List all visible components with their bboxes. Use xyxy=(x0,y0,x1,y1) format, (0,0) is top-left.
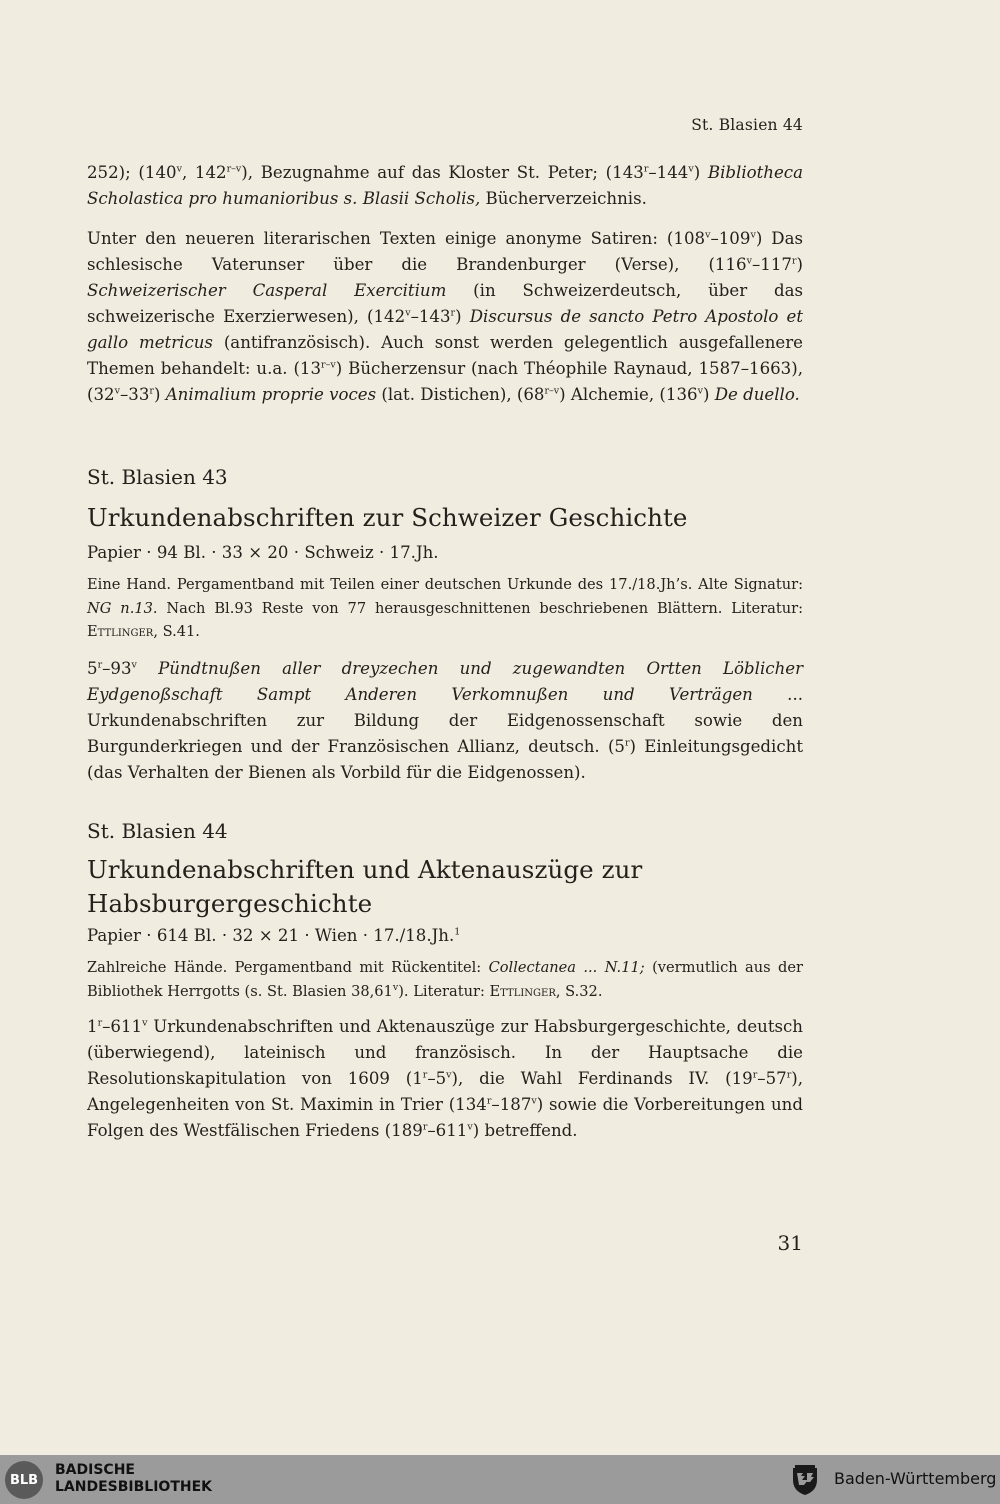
italic-text: Discursus de sancto Petro Apostolo et gallo metricus xyxy=(87,307,803,352)
folio-superscript: v xyxy=(446,1069,452,1081)
folio-superscript: r xyxy=(422,1069,428,1081)
small-caps-name: Ettlinger xyxy=(489,982,556,1000)
italic-text: Animalium proprie voces xyxy=(165,385,377,404)
folio-superscript: v xyxy=(176,163,182,175)
coat-of-arms-icon xyxy=(790,1464,820,1496)
intro-paragraph-1: 252); (140$^v$, 142$^{r-v}$), Bezugnahme auf das Kloster St. Peter; (143$^r$–144$^v$) Bibliotheca Scholastica pro humanioribus s. Blasii Scholis, Bücherverzeichnis. xyxy=(87,163,803,208)
folio-superscript: r xyxy=(643,163,649,175)
italic-text: Pündtnußen aller dreyzechen und zugewandten Ortten Löblicher Eydgenoßschaft Sampt Anderen Verkomnußen und Verträgen xyxy=(87,658,804,704)
folio-superscript: r xyxy=(97,1017,103,1029)
intro-paragraph-2: Unter den neueren literarischen Texten einige anonyme Satiren: (108$^v$–109$^v$) Das schlesische Vaterunser über die Brandenburger (Verse), (116$^v$–117$^r$) Schweizerischer Casperal Exercitium (in Schweizerdeutsch, über das schweizerische Exerzierwesen), (142$^v$–143$^r$) Discursus de sancto Petro Apostolo et gallo metricus (antifranzösisch). Auch sonst werden gelegentlich ausgefallenere Themen behandelt: u.a. (13$^{r-v}$) Bücherzensur (nach Théophile Raynaud, 1587–1663), (32$^v$–33$^r$) Animalium proprie voces (lat. Distichen), (68$^{r-v}$) Alchemie, (136$^v$) De duello. xyxy=(87,229,804,404)
folio-superscript: r–v xyxy=(321,359,336,371)
footer-bar xyxy=(0,1455,1000,1504)
folio-superscript: v xyxy=(746,255,752,267)
italic-text: Bibliotheca Scholastica pro humanioribus s. Blasii Scholis, xyxy=(87,163,803,208)
blb-name-line-2: LANDESBIBLIOTHEK xyxy=(55,1479,213,1495)
entry-title: Urkundenabschriften zur Schweizer Geschichte xyxy=(87,503,688,532)
folio-superscript: r xyxy=(149,385,154,397)
folio-superscript: r–v xyxy=(544,385,560,397)
folio-superscript: v xyxy=(114,385,120,397)
folio-superscript: v xyxy=(131,658,137,670)
folio-superscript: v xyxy=(142,1017,148,1029)
folio-superscript: v xyxy=(467,1121,473,1133)
italic-text: Schweizerischer Casperal Exercitium xyxy=(87,281,447,300)
italic-text: Collectanea ... N.11; xyxy=(488,959,645,976)
folio-superscript: r xyxy=(752,1069,758,1081)
folio-superscript: v xyxy=(750,229,756,241)
folio-superscript: r xyxy=(791,255,797,267)
entry-label: St. Blasien 43 xyxy=(87,465,228,489)
footnote-marker: 1 xyxy=(454,926,461,938)
folio-superscript: r–v xyxy=(226,163,242,175)
folio-superscript: r xyxy=(422,1121,428,1133)
folio-superscript: v xyxy=(705,229,711,241)
entry-description: Zahlreiche Hände. Pergamentband mit Rückentitel: Collectanea ... N.11; (vermutlich aus der Bibliothek Herrgotts (s. St. Blasien 38,61$^v$). Literatur: Ettlinger, S.32. xyxy=(87,959,803,1000)
baden-wuerttemberg-label[interactable]: Baden-Württemberg xyxy=(834,1469,997,1488)
folio-superscript: r xyxy=(97,658,103,670)
blb-name[interactable] xyxy=(55,1462,212,1496)
folio-superscript: v xyxy=(392,981,399,993)
entry-st-blasien-44 xyxy=(87,818,803,1144)
folio-superscript: v xyxy=(531,1095,537,1107)
italic-text: De duello. xyxy=(714,385,800,404)
blb-name-line-1: BADISCHE xyxy=(55,1462,135,1478)
folio-superscript: v xyxy=(688,163,694,175)
entry-meta-text: Papier · 614 Bl. · 32 × 21 · Wien · 17./18.Jh. xyxy=(87,926,455,945)
folio-superscript: v xyxy=(405,307,411,319)
page-number: 31 xyxy=(777,1231,803,1255)
folio-superscript: v xyxy=(697,385,703,397)
entry-st-blasien-43 xyxy=(87,464,803,786)
blb-logo[interactable]: BLB xyxy=(5,1461,43,1499)
entry-meta xyxy=(87,923,803,949)
small-caps-name: Ettlinger xyxy=(87,623,154,640)
italic-text: NG n.13. xyxy=(87,599,158,617)
entry-meta: Papier · 94 Bl. · 33 × 20 · Schweiz · 17.Jh. xyxy=(87,543,439,562)
running-head: St. Blasien 44 xyxy=(691,116,803,134)
entry-contents: 5$^r$–93$^v$ Pündtnußen aller dreyzechen und zugewandten Ortten Löblicher Eydgenoßschaft Sampt Anderen Verkomnußen und Verträgen ... Urkundenabschriften zur Bildung der Eidgenossenschaft sowie den Burgunderkriegen und der Französischen Allianz, deutsch. (5$^r$) Einleitungsgedicht (das Verhalten der Bienen als Vorbild für die Eidgenossen). xyxy=(87,658,804,782)
entry-title: Urkundenabschriften und Aktenauszüge zur Habsburgergeschichte xyxy=(87,855,643,918)
folio-superscript: r xyxy=(486,1095,492,1107)
folio-superscript: r xyxy=(786,1069,792,1081)
entry-label: St. Blasien 44 xyxy=(87,819,228,843)
folio-superscript: r xyxy=(450,307,456,319)
folio-superscript: r xyxy=(624,736,630,748)
intro-section xyxy=(87,160,803,408)
entry-contents: 1$^r$–611$^v$ Urkundenabschriften und Aktenauszüge zur Habsburgergeschichte, deutsch (überwiegend), lateinisch und französisch. In der Hauptsache die Resolutionskapitulation von 1609 (1$^r$–5$^v$), die Wahl Ferdinands IV. (19$^r$–57$^r$), Angelegenheiten von St. Maximin in Trier (134$^r$–187$^v$) sowie die Vorbereitungen und Folgen des Westfälischen Friedens (189$^r$–611$^v$) betreffend. xyxy=(87,1017,803,1140)
entry-description: Eine Hand. Pergamentband mit Teilen einer deutschen Urkunde des 17./18.Jh’s. Alte Signatur: NG n.13. Nach Bl.93 Reste von 77 herausgeschnittenen beschriebenen Blättern. Literatur: Ettlinger, S.41. xyxy=(87,576,803,640)
